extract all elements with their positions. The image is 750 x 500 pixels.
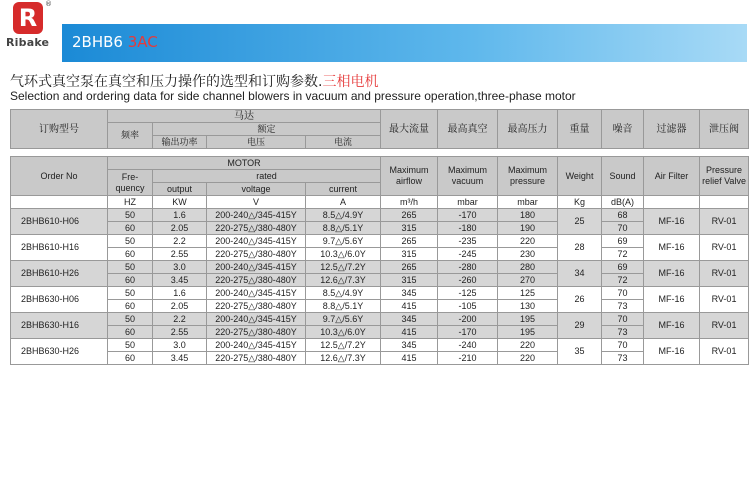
kw-cell: 3.0 <box>153 339 207 352</box>
valve-cell: RV-01 <box>700 209 749 235</box>
banner-model <box>72 33 158 51</box>
chinese-header-table <box>10 109 749 149</box>
unit-current: A <box>306 196 381 209</box>
unit-voltage: V <box>207 196 306 209</box>
hz-cell: 50 <box>108 235 153 248</box>
en-airflow-header: Maximum airflow <box>381 157 438 196</box>
a-cell: 8.8△/5.1Y <box>306 300 381 313</box>
flow-cell: 265 <box>381 235 438 248</box>
logo-letter: R <box>18 4 38 32</box>
flow-cell: 315 <box>381 248 438 261</box>
vac-cell: -105 <box>438 300 498 313</box>
kw-cell: 3.45 <box>153 352 207 365</box>
table-row <box>11 339 749 352</box>
table-row <box>11 222 749 235</box>
ribake-logo <box>6 2 58 52</box>
cn-freq-header: 频率 <box>108 123 153 149</box>
title-cn-main: 气环式真空泵在真空和压力操作的选型和订购参数. <box>10 74 323 90</box>
kw-cell: 2.55 <box>153 326 207 339</box>
order-no-cell: 2BHB610-H06 <box>11 209 108 235</box>
a-cell: 12.6△/7.3Y <box>306 274 381 287</box>
pres-cell: 195 <box>498 326 558 339</box>
unit-freq: HZ <box>108 196 153 209</box>
unit-airflow: m³/h <box>381 196 438 209</box>
kw-cell: 3.45 <box>153 274 207 287</box>
vac-cell: -260 <box>438 274 498 287</box>
sound-cell: 73 <box>602 352 644 365</box>
kw-cell: 2.05 <box>153 222 207 235</box>
model-rows <box>11 209 749 365</box>
filter-cell: MF-16 <box>644 287 700 313</box>
data-table <box>10 156 749 365</box>
v-cell: 220-275△/380-480Y <box>207 300 306 313</box>
title-english: Selection and ordering data for side channel blowers in vacuum and pressure operation,three-phase motor <box>10 89 576 103</box>
v-cell: 200-240△/345-415Y <box>207 209 306 222</box>
kw-cell: 1.6 <box>153 287 207 300</box>
vac-cell: -235 <box>438 235 498 248</box>
units-row <box>11 196 749 209</box>
pres-cell: 130 <box>498 300 558 313</box>
banner-model-code: 2BHB6 <box>72 33 123 51</box>
v-cell: 220-275△/380-480Y <box>207 326 306 339</box>
cn-vacuum-header: 最高真空 <box>438 110 498 149</box>
flow-cell: 415 <box>381 352 438 365</box>
v-cell: 220-275△/380-480Y <box>207 222 306 235</box>
v-cell: 200-240△/345-415Y <box>207 313 306 326</box>
flow-cell: 265 <box>381 261 438 274</box>
order-no-cell: 2BHB630-H26 <box>11 339 108 365</box>
pres-cell: 280 <box>498 261 558 274</box>
en-motor-header: MOTOR <box>108 157 381 170</box>
table-row <box>11 248 749 261</box>
a-cell: 8.5△/4.9Y <box>306 209 381 222</box>
logo-badge <box>13 2 43 34</box>
table-row <box>11 326 749 339</box>
unit-sound: dB(A) <box>602 196 644 209</box>
en-output-header: output <box>153 183 207 196</box>
valve-cell: RV-01 <box>700 339 749 365</box>
valve-cell: RV-01 <box>700 287 749 313</box>
pres-cell: 220 <box>498 352 558 365</box>
table-row <box>11 274 749 287</box>
en-current-header: current <box>306 183 381 196</box>
sound-cell: 72 <box>602 248 644 261</box>
hz-cell: 50 <box>108 261 153 274</box>
kw-cell: 2.05 <box>153 300 207 313</box>
weight-cell: 34 <box>558 261 602 287</box>
kw-cell: 2.55 <box>153 248 207 261</box>
brand-name: Ribake <box>6 36 50 49</box>
valve-cell: RV-01 <box>700 313 749 339</box>
weight-cell: 25 <box>558 209 602 235</box>
order-no-cell: 2BHB630-H16 <box>11 313 108 339</box>
flow-cell: 345 <box>381 287 438 300</box>
a-cell: 8.8△/5.1Y <box>306 222 381 235</box>
order-no-cell: 2BHB610-H16 <box>11 235 108 261</box>
vac-cell: -210 <box>438 352 498 365</box>
weight-cell: 26 <box>558 287 602 313</box>
pres-cell: 270 <box>498 274 558 287</box>
cn-sound-header: 噪音 <box>602 110 644 149</box>
v-cell: 200-240△/345-415Y <box>207 287 306 300</box>
flow-cell: 345 <box>381 313 438 326</box>
en-valve-header: Pressure relief Valve <box>700 157 749 196</box>
vac-cell: -170 <box>438 326 498 339</box>
valve-cell: RV-01 <box>700 235 749 261</box>
cn-current-header: 电流 <box>306 136 381 149</box>
flow-cell: 315 <box>381 222 438 235</box>
en-weight-header: Weight <box>558 157 602 196</box>
a-cell: 12.5△/7.2Y <box>306 339 381 352</box>
v-cell: 200-240△/345-415Y <box>207 261 306 274</box>
table-row <box>11 300 749 313</box>
a-cell: 9.7△/5.6Y <box>306 313 381 326</box>
pres-cell: 220 <box>498 235 558 248</box>
cn-weight-header: 重量 <box>558 110 602 149</box>
table-row <box>11 261 749 274</box>
a-cell: 12.5△/7.2Y <box>306 261 381 274</box>
valve-cell: RV-01 <box>700 261 749 287</box>
vac-cell: -170 <box>438 209 498 222</box>
weight-cell: 35 <box>558 339 602 365</box>
vac-cell: -180 <box>438 222 498 235</box>
hz-cell: 50 <box>108 339 153 352</box>
filter-cell: MF-16 <box>644 235 700 261</box>
hz-cell: 60 <box>108 300 153 313</box>
flow-cell: 265 <box>381 209 438 222</box>
units-valve-cell <box>700 196 749 209</box>
en-order-header: Order No <box>11 157 108 196</box>
cn-rated-header: 额定 <box>153 123 381 136</box>
pres-cell: 195 <box>498 313 558 326</box>
hz-cell: 50 <box>108 313 153 326</box>
unit-weight: Kg <box>558 196 602 209</box>
a-cell: 10.3△/6.0Y <box>306 326 381 339</box>
cn-motor-header: 马达 <box>108 110 381 123</box>
vac-cell: -280 <box>438 261 498 274</box>
vac-cell: -240 <box>438 339 498 352</box>
banner-phase: 3AC <box>127 33 158 51</box>
a-cell: 9.7△/5.6Y <box>306 235 381 248</box>
sound-cell: 72 <box>602 274 644 287</box>
pres-cell: 180 <box>498 209 558 222</box>
en-vacuum-header: Maximum vacuum <box>438 157 498 196</box>
hz-cell: 60 <box>108 326 153 339</box>
flow-cell: 415 <box>381 326 438 339</box>
table-row <box>11 287 749 300</box>
pres-cell: 220 <box>498 339 558 352</box>
sound-cell: 68 <box>602 209 644 222</box>
a-cell: 8.5△/4.9Y <box>306 287 381 300</box>
weight-cell: 29 <box>558 313 602 339</box>
en-freq-header: Fre-quency <box>108 170 153 196</box>
sound-cell: 69 <box>602 261 644 274</box>
cn-voltage-header: 电压 <box>207 136 306 149</box>
v-cell: 200-240△/345-415Y <box>207 235 306 248</box>
sound-cell: 70 <box>602 222 644 235</box>
flow-cell: 345 <box>381 339 438 352</box>
flow-cell: 315 <box>381 274 438 287</box>
cn-order-header: 订购型号 <box>11 110 108 149</box>
filter-cell: MF-16 <box>644 261 700 287</box>
table-row <box>11 209 749 222</box>
units-order-cell <box>11 196 108 209</box>
unit-pressure: mbar <box>498 196 558 209</box>
sound-cell: 70 <box>602 339 644 352</box>
en-pressure-header: Maximum pressure <box>498 157 558 196</box>
pres-cell: 190 <box>498 222 558 235</box>
hz-cell: 50 <box>108 209 153 222</box>
cn-valve-header: 泄压阀 <box>700 110 749 149</box>
sound-cell: 73 <box>602 300 644 313</box>
cn-airflow-header: 最大流量 <box>381 110 438 149</box>
weight-cell: 28 <box>558 235 602 261</box>
pres-cell: 125 <box>498 287 558 300</box>
title-chinese <box>10 71 378 91</box>
units-filter-cell <box>644 196 700 209</box>
order-no-cell: 2BHB630-H06 <box>11 287 108 313</box>
registered-mark: ® <box>45 0 52 8</box>
hz-cell: 60 <box>108 248 153 261</box>
table-row <box>11 352 749 365</box>
en-filter-header: Air Filter <box>644 157 700 196</box>
en-voltage-header: voltage <box>207 183 306 196</box>
filter-cell: MF-16 <box>644 209 700 235</box>
cn-pressure-header: 最高压力 <box>498 110 558 149</box>
sound-cell: 70 <box>602 313 644 326</box>
vac-cell: -245 <box>438 248 498 261</box>
a-cell: 12.6△/7.3Y <box>306 352 381 365</box>
filter-cell: MF-16 <box>644 313 700 339</box>
vac-cell: -200 <box>438 313 498 326</box>
kw-cell: 2.2 <box>153 235 207 248</box>
table-row <box>11 313 749 326</box>
flow-cell: 415 <box>381 300 438 313</box>
cn-filter-header: 过滤器 <box>644 110 700 149</box>
hz-cell: 60 <box>108 274 153 287</box>
v-cell: 220-275△/380-480Y <box>207 274 306 287</box>
v-cell: 220-275△/380-480Y <box>207 248 306 261</box>
table-row <box>11 235 749 248</box>
sound-cell: 73 <box>602 326 644 339</box>
sound-cell: 69 <box>602 235 644 248</box>
v-cell: 220-275△/380-480Y <box>207 352 306 365</box>
filter-cell: MF-16 <box>644 339 700 365</box>
kw-cell: 1.6 <box>153 209 207 222</box>
hz-cell: 60 <box>108 222 153 235</box>
pres-cell: 230 <box>498 248 558 261</box>
unit-output: KW <box>153 196 207 209</box>
order-no-cell: 2BHB610-H26 <box>11 261 108 287</box>
kw-cell: 3.0 <box>153 261 207 274</box>
en-rated-header: rated <box>153 170 381 183</box>
a-cell: 10.3△/6.0Y <box>306 248 381 261</box>
model-banner <box>62 24 747 62</box>
sound-cell: 70 <box>602 287 644 300</box>
v-cell: 200-240△/345-415Y <box>207 339 306 352</box>
hz-cell: 60 <box>108 352 153 365</box>
title-cn-highlight: 三相电机 <box>322 74 379 90</box>
hz-cell: 50 <box>108 287 153 300</box>
en-sound-header: Sound <box>602 157 644 196</box>
unit-vacuum: mbar <box>438 196 498 209</box>
kw-cell: 2.2 <box>153 313 207 326</box>
vac-cell: -125 <box>438 287 498 300</box>
cn-output-header: 输出功率 <box>153 136 207 149</box>
